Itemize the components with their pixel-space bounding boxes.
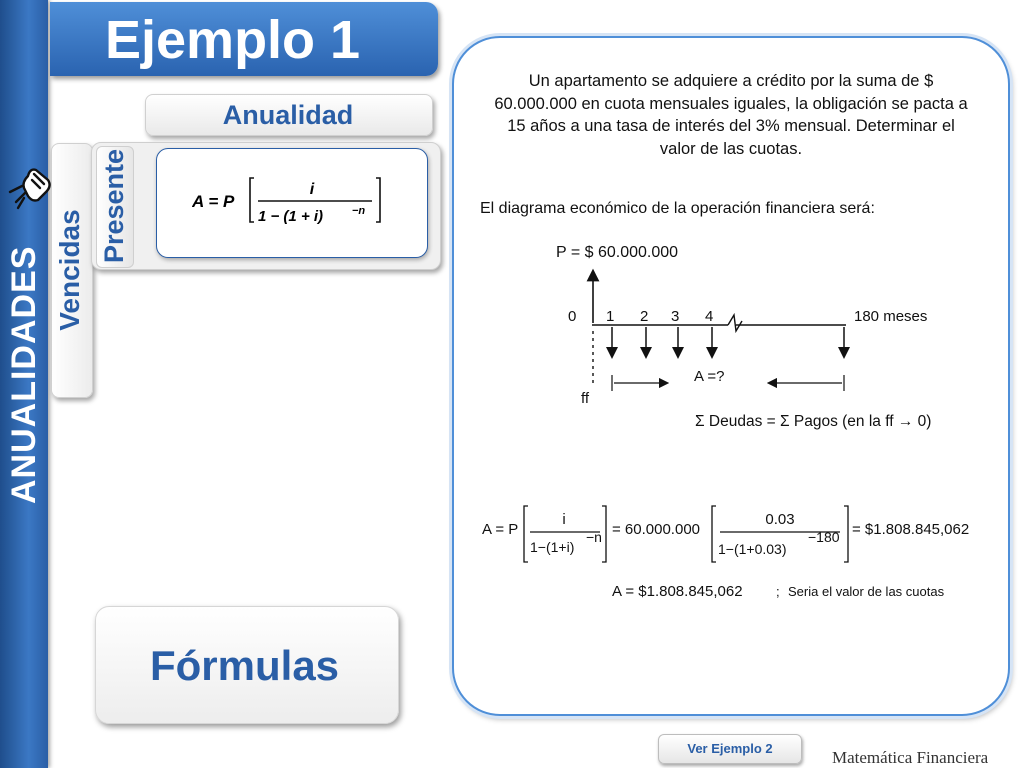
pointing-hand-icon [4,162,54,212]
equilibrium-equation: Σ Deudas = Σ Pagos (en la ff → 0) [695,413,932,430]
cash-flow-diagram [540,235,1000,435]
result-line [612,578,992,604]
calc-denominator: 1−(1+0.03) [718,541,787,557]
formula-bracket-right [376,178,380,222]
problem-statement: Un apartamento se adquiere a crédito por la suma de $ 60.000.000 en cuota mensuales iguales, la obligación se pacta a 15 años a una tasa de interés del 3% mensual. Determinar el valor de las cuotas. [494,72,968,158]
formula-denominator: 1 − (1 + i) [258,208,324,225]
formulas-button-label: Fórmulas [150,642,340,689]
calculation-formula [478,500,998,570]
calc-numerator: i [562,511,566,528]
annuity-formula [192,170,392,230]
tick-label: 0 [568,308,577,325]
focal-label: ff [581,390,590,407]
tick-label: 3 [671,308,680,325]
calc-numerator: 0.03 [765,511,795,528]
calc-lhs: A = P [482,521,519,538]
footer-text: Matemática Financiera [832,748,989,767]
formula-numerator: i [309,181,315,198]
vencidas-label: Vencidas [54,209,85,331]
calc-exponent: −180 [808,529,840,545]
formula-lhs: A = P [192,192,235,211]
diagram-heading: El diagrama económico de la operación financiera será: [480,200,875,217]
tick-label: 4 [705,308,714,325]
result-value: A = $1.808.845,062 [612,583,743,600]
calc-bracket [524,506,528,562]
calc-denominator: 1−(1+i) [530,539,575,555]
result-note: Seria el valor de las cuotas [788,584,945,599]
tick-label: 1 [606,308,615,325]
calc-result: = $1.808.845,062 [852,521,970,538]
presente-label: Presente [99,148,129,264]
result-separator: ; [776,584,780,599]
page-title: Ejemplo 1 [105,10,361,70]
annuity-label: A =? [694,368,725,385]
sidebar-label: ANUALIDADES [5,245,43,504]
end-period-label: 180 meses [854,308,928,325]
calc-principal: = 60.000.000 [612,521,701,538]
tick-label: 2 [640,308,649,325]
calc-bracket [602,506,606,562]
present-value-label: P = $ 60.000.000 [556,244,679,261]
calc-bracket [712,506,716,562]
next-example-button[interactable]: Ver Ejemplo 2 [658,734,802,764]
timeline-break [728,315,742,331]
calc-bracket [844,506,848,562]
formula-exponent: −n [352,205,366,217]
calc-exponent: −n [586,529,602,545]
formula-bracket-left [250,178,254,222]
anualidad-label: Anualidad [222,100,354,130]
